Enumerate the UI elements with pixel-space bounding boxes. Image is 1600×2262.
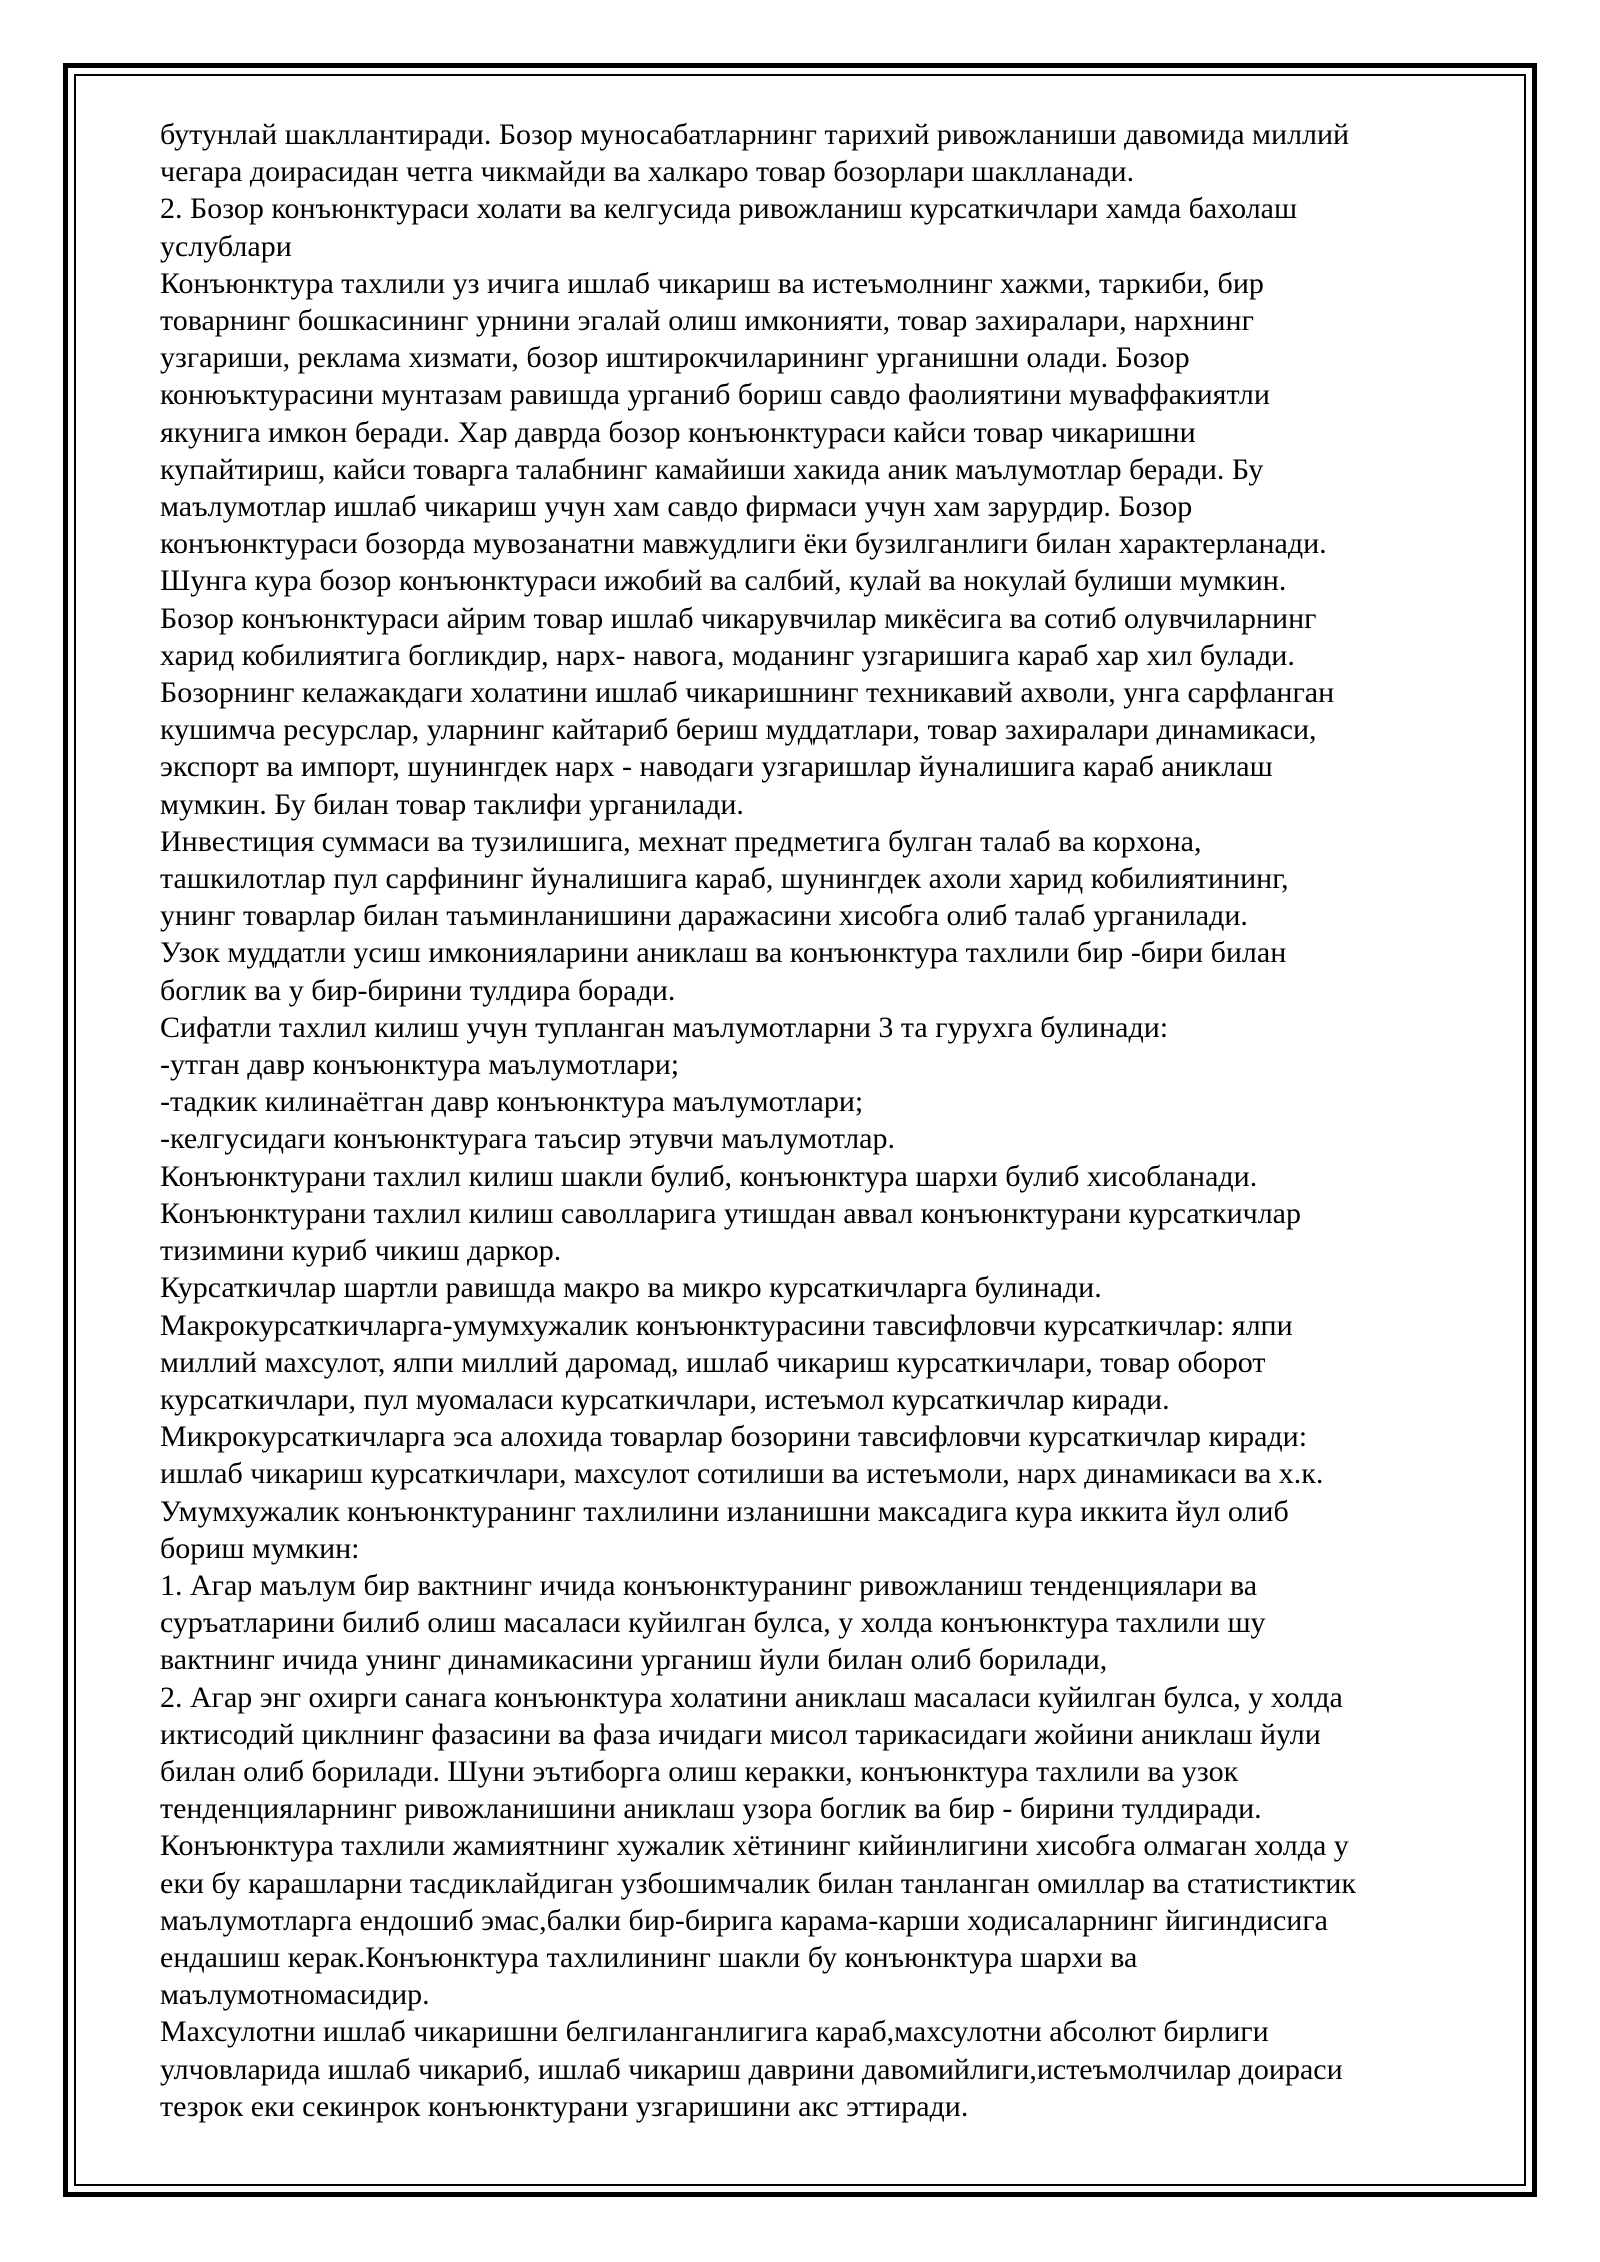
text-line: миллий махсулот, ялпи миллий даромад, ишлаб чикариш курсаткичлари, товар оборот bbox=[160, 1345, 1266, 1379]
text-line: тезрок еки секинрок конъюнктурани узгаришини акс эттиради. bbox=[160, 2089, 969, 2123]
text-line: конюъктурасини мунтазам равишда урганиб бориш савдо фаолиятини муваффакиятли bbox=[160, 378, 1270, 412]
text-line: боглик ва у бир-бирини тулдира боради. bbox=[160, 973, 676, 1007]
text-line: Конъюнктурани тахлил килиш шакли булиб, конъюнктура шархи булиб хисобланади. bbox=[160, 1159, 1258, 1193]
text-line: унинг товарлар билан таъминланишини даражасини хисобга олиб талаб урганилади. bbox=[160, 899, 1248, 933]
text-line: 2. Агар энг охирги санага конъюнктура холатини аниклаш масаласи куйилган булса, у холда bbox=[160, 1680, 1343, 1714]
text-line: товарнинг бошкасининг урнини эгалай олиш имконияти, товар захиралари, нархнинг bbox=[160, 304, 1254, 338]
text-line: Конъюнктурани тахлил килиш саволларига утишдан аввал конъюнктурани курсаткичлар bbox=[160, 1196, 1301, 1230]
text-line: конъюнктураси бозорда мувозанатни мавжудлиги ёки бузилганлиги билан характерланади. bbox=[160, 527, 1327, 561]
text-line: суръатларини билиб олиш масаласи куйилган булса, у холда конъюнктура тахлили шу bbox=[160, 1606, 1266, 1640]
text-line: Макрокурсаткичларга-умумхужалик конъюнктурасини тавсифловчи курсаткичлар: ялпи bbox=[160, 1308, 1293, 1342]
text-line: Узок муддатли усиш имконияларини аниклаш ва конъюнктура тахлили бир -бири билан bbox=[160, 936, 1287, 970]
text-line: Микрокурсаткичларга эса алохида товарлар бозорини тавсифловчи курсаткичлар киради: bbox=[160, 1420, 1308, 1454]
text-line: -келгусидаги конъюнктурага таъсир этувчи маълумотлар. bbox=[160, 1122, 895, 1156]
text-line: иктисодий циклнинг фазасини ва фаза ичидаги мисол тарикасидаги жойини аниклаш йули bbox=[160, 1717, 1321, 1751]
text-line: чегара доирасидан четга чикмайди ва халкаро товар бозорлари шаклланади. bbox=[160, 155, 1135, 189]
text-line: экспорт ва импорт, шунингдек нарх - наводаги узгаришлар йуналишига караб аниклаш bbox=[160, 750, 1273, 784]
document-body bbox=[160, 116, 1460, 2125]
text-line: 2. Бозор конъюнктураси холати ва келгусида ривожланиш курсаткичлари хамда бахолаш bbox=[160, 192, 1298, 226]
text-line: Сифатли тахлил килиш учун тупланган маълумотларни 3 та гурухга булинади: bbox=[160, 1010, 1169, 1044]
text-line: якунига имкон беради. Хар даврда бозор конъюнктураси кайси товар чикаришни bbox=[160, 415, 1196, 449]
text-line: Бозор конъюнктураси айрим товар ишлаб чикарувчилар микёсига ва сотиб олувчиларнинг bbox=[160, 601, 1317, 635]
text-line: Конъюнктура тахлили жамиятнинг хужалик хётининг кийинлигини хисобга олмаган холда у bbox=[160, 1829, 1349, 1863]
text-line: Умумхужалик конъюнктуранинг тахлилини изланишни максадига кура иккита йул олиб bbox=[160, 1494, 1289, 1528]
text-line: маълумотларга ендошиб эмас,балки бир-бирига карама-карши ходисаларнинг йигиндисига bbox=[160, 1903, 1328, 1937]
text-line: кушимча ресурслар, уларнинг кайтариб бериш муддатлари, товар захиралари динамикаси, bbox=[160, 713, 1317, 747]
text-line: тенденцияларнинг ривожланишини аниклаш узора боглик ва бир - бирини тулдиради. bbox=[160, 1792, 1262, 1826]
text-line: купайтириш, кайси товарга талабнинг камайиши хакида аник маълумотлар беради. Бу bbox=[160, 452, 1264, 486]
text-line: бориш мумкин: bbox=[160, 1531, 360, 1565]
text-line: Инвестиция суммаси ва тузилишига, мехнат предметига булган талаб ва корхона, bbox=[160, 824, 1202, 858]
text-line: билан олиб борилади. Шуни эътиборга олиш керакки, конъюнктура тахлили ва узок bbox=[160, 1754, 1239, 1788]
text-line: Бозорнинг келажакдаги холатини ишлаб чикаришнинг техникавий ахволи, унга сарфланган bbox=[160, 676, 1335, 710]
text-line: узгариши, реклама хизмати, бозор иштирокчиларининг урганишни олади. Бозор bbox=[160, 341, 1190, 375]
text-line: ишлаб чикариш курсаткичлари, махсулот сотилиши ва истеъмоли, нарх динамикаси ва х.к. bbox=[160, 1457, 1324, 1491]
text-line: Конъюнктура тахлили уз ичига ишлаб чикариш ва истеъмолнинг хажми, таркиби, бир bbox=[160, 266, 1264, 300]
text-line: 1. Агар маълум бир вактнинг ичида конъюнктуранинг ривожланиш тенденциялари ва bbox=[160, 1568, 1258, 1602]
text-line: услублари bbox=[160, 229, 292, 263]
text-line: -тадкик килинаётган давр конъюнктура маълумотлари; bbox=[160, 1085, 864, 1119]
text-line: мумкин. Бу билан товар таклифи урганилади. bbox=[160, 787, 744, 821]
text-line: тизимини куриб чикиш даркор. bbox=[160, 1234, 562, 1268]
text-line: -утган давр конъюнктура маълумотлари; bbox=[160, 1048, 680, 1082]
text-line: харид кобилиятига богликдир, нарх- навога, моданинг узгаришига караб хар хил булади. bbox=[160, 638, 1295, 672]
text-line: еки бу карашларни тасдиклайдиган узбошимчалик билан танланган омиллар ва статистиктик bbox=[160, 1866, 1356, 1900]
text-line: бутунлай шакллантиради. Бозор муносабатларнинг тарихий ривожланиши давомида миллий bbox=[160, 118, 1350, 151]
text-line: ендашиш керак.Конъюнктура тахлилининг шакли бу конъюнктура шархи ва bbox=[160, 1940, 1138, 1974]
text-line: маълумотлар ишлаб чикариш учун хам савдо фирмаси учун хам зарурдир. Бозор bbox=[160, 490, 1193, 524]
text-line: курсаткичлари, пул муомаласи курсаткичлари, истеъмол курсаткичлар киради. bbox=[160, 1382, 1170, 1416]
text-line: маълумотномасидир. bbox=[160, 1978, 430, 2012]
text-line: вактнинг ичида унинг динамикасини урганиш йули билан олиб борилади, bbox=[160, 1643, 1108, 1677]
text-line: Шунга кура бозор конъюнктураси ижобий ва салбий, кулай ва нокулай булиши мумкин. bbox=[160, 564, 1287, 598]
text-line: Махсулотни ишлаб чикаришни белгиланганлигига караб,махсулотни абсолют бирлиги bbox=[160, 2015, 1269, 2049]
text-line: Курсаткичлар шартли равишда макро ва микро курсаткичларга булинади. bbox=[160, 1271, 1102, 1305]
text-line: ташкилотлар пул сарфининг йуналишига караб, шунингдек ахоли харид кобилиятининг, bbox=[160, 862, 1289, 896]
text-line: улчовларида ишлаб чикариб, ишлаб чикариш даврини давомийлиги,истеъмолчилар доираси bbox=[160, 2052, 1343, 2086]
